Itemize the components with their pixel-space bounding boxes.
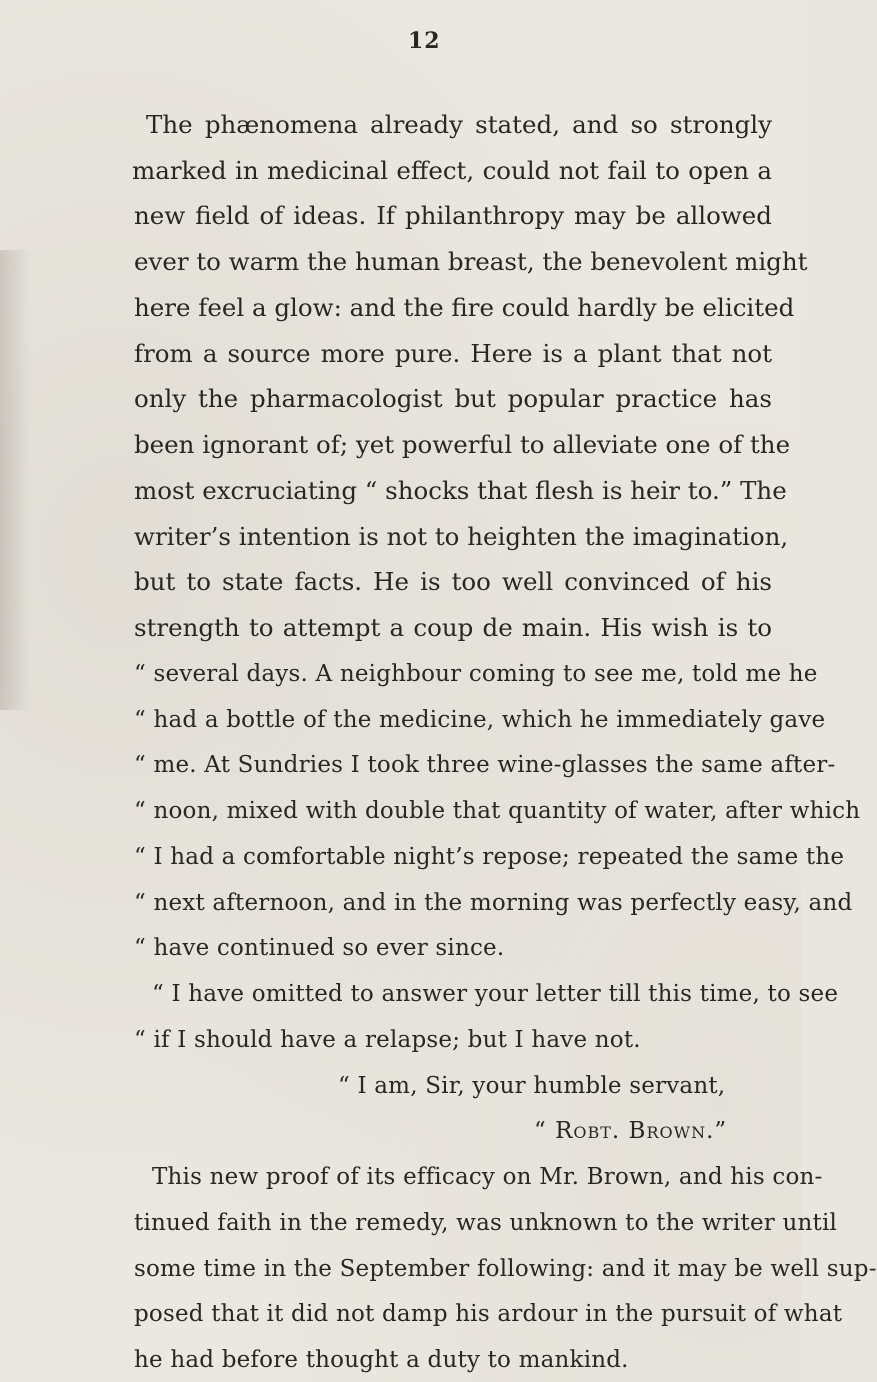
quote-line: “ I had a comfortable night’s repose; repeated the same the [134,844,845,870]
quote-line: “ me. At Sundries I took three wine-glasses the same after- [134,752,836,778]
quote-line: “ have continued so ever since. [134,935,505,961]
quote-line: “ if I should have a relapse; but I have not. [134,1027,641,1053]
page-number: 12 [408,28,441,54]
signature-line: “ Robt. Brown.” [534,1118,728,1144]
text-line: some time in the September following: and it may be well sup- [134,1256,877,1282]
text-line: from a source more pure. Here is a plant that not [134,339,772,368]
page-shadow [0,250,30,710]
quote-line: “ I have omitted to answer your letter till this time, to see [152,981,839,1007]
text-line: strength to attempt a coup de main. His wish is to [134,613,772,642]
quote-line: “ had a bottle of the medicine, which he immediately gave [134,707,826,733]
text-line: been ignorant of; yet powerful to alleviate one of the [134,430,791,459]
text-line: but to state facts. He is too well convinced of his [134,567,772,596]
text-line: new field of ideas. If philanthropy may be allowed [134,201,772,230]
text-line: writer’s intention is not to heighten the imagination, [134,522,789,551]
text-line: ever to warm the human breast, the benevolent might [134,247,808,276]
text-line: The phænomena already stated, and so strongly [146,110,772,139]
quote-line: “ noon, mixed with double that quantity of water, after which [134,798,861,824]
text-line: here feel a glow: and the fire could hardly be elicited [134,293,795,322]
closing-line: “ I am, Sir, your humble servant, [338,1073,726,1099]
text-line: most excruciating “ shocks that flesh is heir to.” The [134,476,787,505]
text-line: only the pharmacologist but popular practice has [134,384,772,413]
text-line: he had before thought a duty to mankind. [134,1347,629,1373]
text-line: tinued faith in the remedy, was unknown to the writer until [134,1210,838,1236]
text-line: This new proof of its efficacy on Mr. Brown, and his con- [152,1164,823,1190]
text-line: posed that it did not damp his ardour in the pursuit of what [134,1301,843,1327]
quote-line: “ next afternoon, and in the morning was perfectly easy, and [134,890,853,916]
quote-line: “ several days. A neighbour coming to see me, told me he [134,661,818,687]
text-line: marked in medicinal effect, could not fail to open a [132,156,772,185]
